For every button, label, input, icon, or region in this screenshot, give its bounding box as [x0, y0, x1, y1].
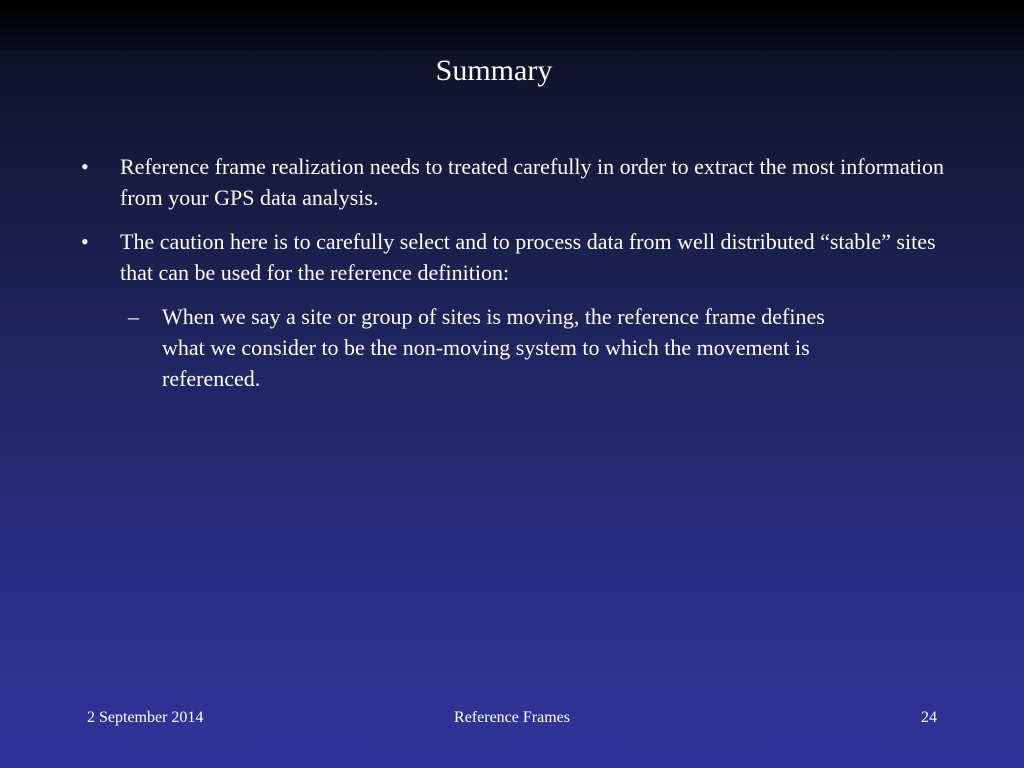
- bullet-item: [78, 151, 958, 213]
- sub-bullet-item: [128, 301, 828, 394]
- sub-bullet-text: When we say a site or group of sites is moving, the reference frame defines what we consider to be the non-moving system to which the movement is referenced.: [162, 304, 825, 391]
- dash-icon: –: [128, 304, 139, 329]
- slide-content: [78, 151, 958, 394]
- bullet-text: The caution here is to carefully select and to process data from well distributed “stable” sites that can be used for the reference definition:: [120, 229, 936, 285]
- slide-title: Summary: [435, 54, 553, 87]
- page-number: 24: [921, 709, 937, 726]
- bullet-dot-icon: •: [81, 229, 89, 254]
- footer-title: Reference Frames: [454, 709, 570, 726]
- footer-date: 2 September 2014: [87, 709, 204, 726]
- bullet-item: [78, 226, 958, 288]
- bullet-text: Reference frame realization needs to treated carefully in order to extract the most information from your GPS data analysis.: [120, 154, 945, 210]
- bullet-dot-icon: •: [81, 154, 89, 179]
